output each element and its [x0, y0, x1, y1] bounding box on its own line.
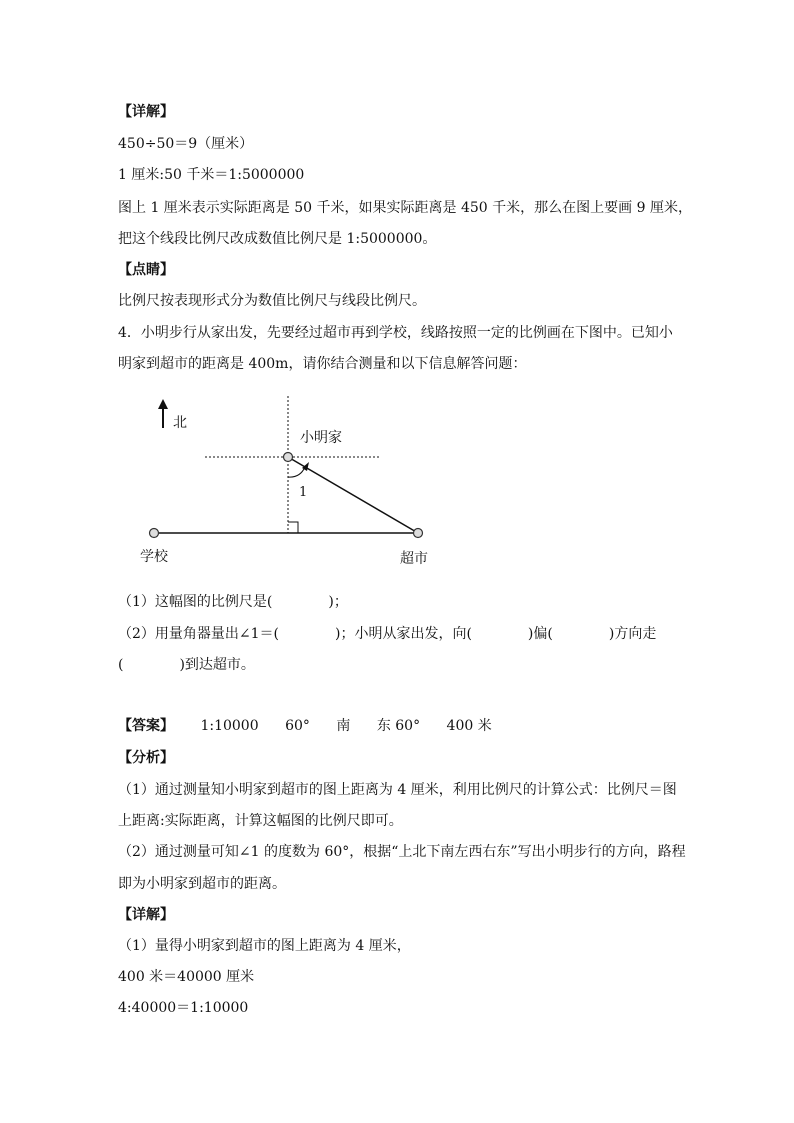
analysis-p2-line-1: （2）通过测量可知∠1 的度数为 60°，根据“上北下南左西右东”写出小明步行的方向，路程: [118, 844, 686, 860]
tip-heading: 【点睛】: [118, 262, 174, 278]
school-point: [150, 529, 159, 538]
angle-label: 1: [299, 485, 308, 500]
detail-heading: 【详解】: [118, 104, 174, 120]
answer-value: 南: [336, 718, 351, 734]
detail2-heading: 【详解】: [118, 907, 174, 923]
sub-question-1: （1）这幅图的比例尺是( )；: [118, 594, 348, 610]
home-point: [284, 453, 293, 462]
detail2-line-3: 4:40000＝1:10000: [118, 1000, 249, 1016]
route-diagram: [130, 390, 440, 580]
calc-line-1: 450÷50＝9（厘米）: [118, 136, 254, 152]
answer-line: [118, 716, 514, 736]
north-label: 北: [173, 415, 187, 431]
answer-value: 400 米: [446, 718, 492, 734]
market-point: [414, 529, 423, 538]
detail2-line-1: （1）量得小明家到超市的图上距离为 4 厘米，: [118, 938, 411, 954]
explain-line-1: 图上 1 厘米表示实际距离是 50 千米，如果实际距离是 450 千米，那么在图上要画 9 厘米，: [118, 200, 692, 216]
answer-heading: 【答案】: [118, 718, 174, 734]
answer-value: 60°: [285, 718, 310, 734]
home-label: 小明家: [300, 430, 342, 446]
question-line-2: 明家到超市的距离是 400m，请你结合测量和以下信息解答问题：: [118, 356, 527, 372]
analysis-p2-line-2: 即为小明家到超市的距离。: [118, 876, 286, 892]
answer-value: 1:10000: [200, 718, 259, 734]
question-line-1: 4．小明步行从家出发，先要经过超市再到学校，线路按照一定的比例画在下图中。已知小: [118, 325, 673, 341]
school-label: 学校: [140, 549, 168, 565]
calc-line-2: 1 厘米:50 千米＝1:5000000: [118, 167, 305, 183]
market-label: 超市: [400, 551, 428, 567]
tip-text: 比例尺按表现形式分为数值比例尺与线段比例尺。: [118, 293, 426, 309]
analysis-p1-line-2: 上距离:实际距离，计算这幅图的比例尺即可。: [118, 813, 403, 829]
analysis-heading: 【分析】: [118, 750, 174, 766]
sub-question-3: ( )到达超市。: [118, 657, 255, 673]
detail2-line-2: 400 米＝40000 厘米: [118, 969, 255, 985]
sub-question-2: （2）用量角器量出∠1＝( )；小明从家出发，向( )偏( )方向走: [118, 626, 657, 642]
answer-value: 东 60°: [376, 718, 421, 734]
analysis-p1-line-1: （1）通过测量知小明家到超市的图上距离为 4 厘米，利用比例尺的计算公式：比例尺＝图: [118, 782, 677, 798]
explain-line-2: 把这个线段比例尺改成数值比例尺是 1:5000000。: [118, 231, 437, 247]
